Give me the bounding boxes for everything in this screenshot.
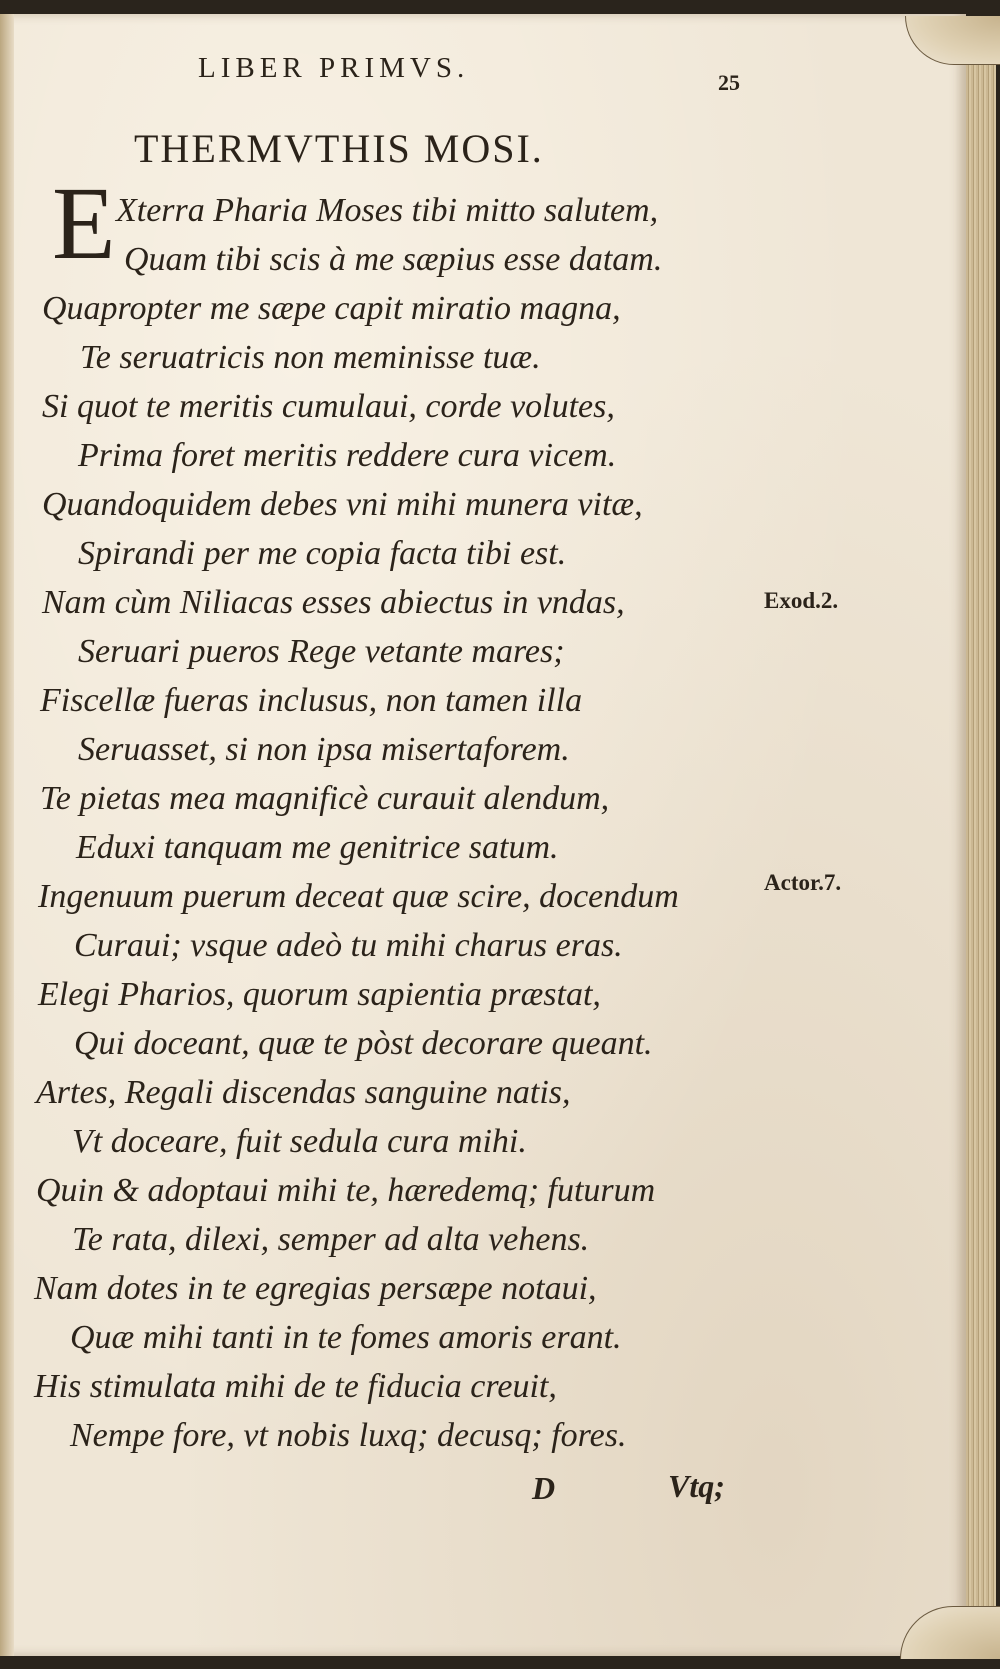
verse-line-12: Seruasset, si non ipsa misertaforem. bbox=[78, 731, 570, 768]
page-edges bbox=[966, 20, 996, 1650]
verse-line-13: Te pietas mea magnificè curauit alendum, bbox=[40, 780, 610, 817]
drop-cap-initial: E bbox=[52, 166, 116, 281]
verse-line-17: Elegi Pharios, quorum sapientia præstat, bbox=[38, 976, 601, 1013]
verse-line-24: Quæ mihi tanti in te fomes amoris erant. bbox=[70, 1319, 622, 1356]
verse-line-25: His stimulata mihi de te fiducia creuit, bbox=[34, 1368, 557, 1405]
verse-line-1: Xterra Pharia Moses tibi mitto salutem, bbox=[116, 192, 659, 229]
verse-line-4: Te seruatricis non meminisse tuæ. bbox=[80, 339, 541, 376]
verse-line-15: Ingenuum puerum deceat quæ scire, docendum bbox=[38, 878, 679, 915]
verse-line-5: Si quot te meritis cumulaui, corde volutes, bbox=[42, 388, 615, 425]
verse-line-23: Nam dotes in te egregias persæpe notaui, bbox=[34, 1270, 597, 1307]
verse-line-21: Quin & adoptaui mihi te, hæredemq; futurum bbox=[36, 1172, 656, 1209]
page-number: 25 bbox=[718, 70, 740, 95]
verse-line-9: Nam cùm Niliacas esses abiectus in vndas, bbox=[42, 584, 625, 621]
verse-line-8: Spirandi per me copia facta tibi est. bbox=[78, 535, 567, 572]
poem-title: THERMVTHIS MOSI. bbox=[134, 126, 544, 171]
verse-line-16: Curaui; vsque adeò tu mihi charus eras. bbox=[74, 927, 623, 964]
verse-line-22: Te rata, dilexi, semper ad alta vehens. bbox=[72, 1221, 590, 1258]
verse-line-10: Seruari pueros Rege vetante mares; bbox=[78, 633, 565, 670]
verse-line-26: Nempe fore, vt nobis luxq; decusq; fores. bbox=[70, 1417, 627, 1454]
catchword: Vtq; bbox=[668, 1468, 725, 1504]
verse-line-11: Fiscellæ fueras inclusus, non tamen illa bbox=[40, 682, 583, 719]
verse-line-18: Qui doceant, quæ te pòst decorare queant. bbox=[74, 1025, 653, 1062]
verse-line-14: Eduxi tanquam me genitrice satum. bbox=[76, 829, 559, 866]
marginal-note-acts: Actor.7. bbox=[764, 870, 842, 895]
running-head: LIBER PRIMVS. bbox=[198, 52, 470, 84]
verse-line-7: Quandoquidem debes vni mihi munera vitæ, bbox=[42, 486, 643, 523]
marginal-note-exodus: Exod.2. bbox=[764, 588, 839, 613]
signature-mark: D bbox=[532, 1470, 556, 1506]
verse-line-20: Vt doceare, fuit sedula cura mihi. bbox=[72, 1123, 527, 1160]
verse-line-3: Quapropter me sæpe capit miratio magna, bbox=[42, 290, 621, 327]
verse-line-19: Artes, Regali discendas sanguine natis, bbox=[36, 1074, 571, 1111]
verse-line-2: Quam tibi scis à me sæpius esse datam. bbox=[124, 241, 663, 278]
binding-gutter bbox=[0, 14, 14, 1656]
verse-line-6: Prima foret meritis reddere cura vicem. bbox=[78, 437, 617, 474]
